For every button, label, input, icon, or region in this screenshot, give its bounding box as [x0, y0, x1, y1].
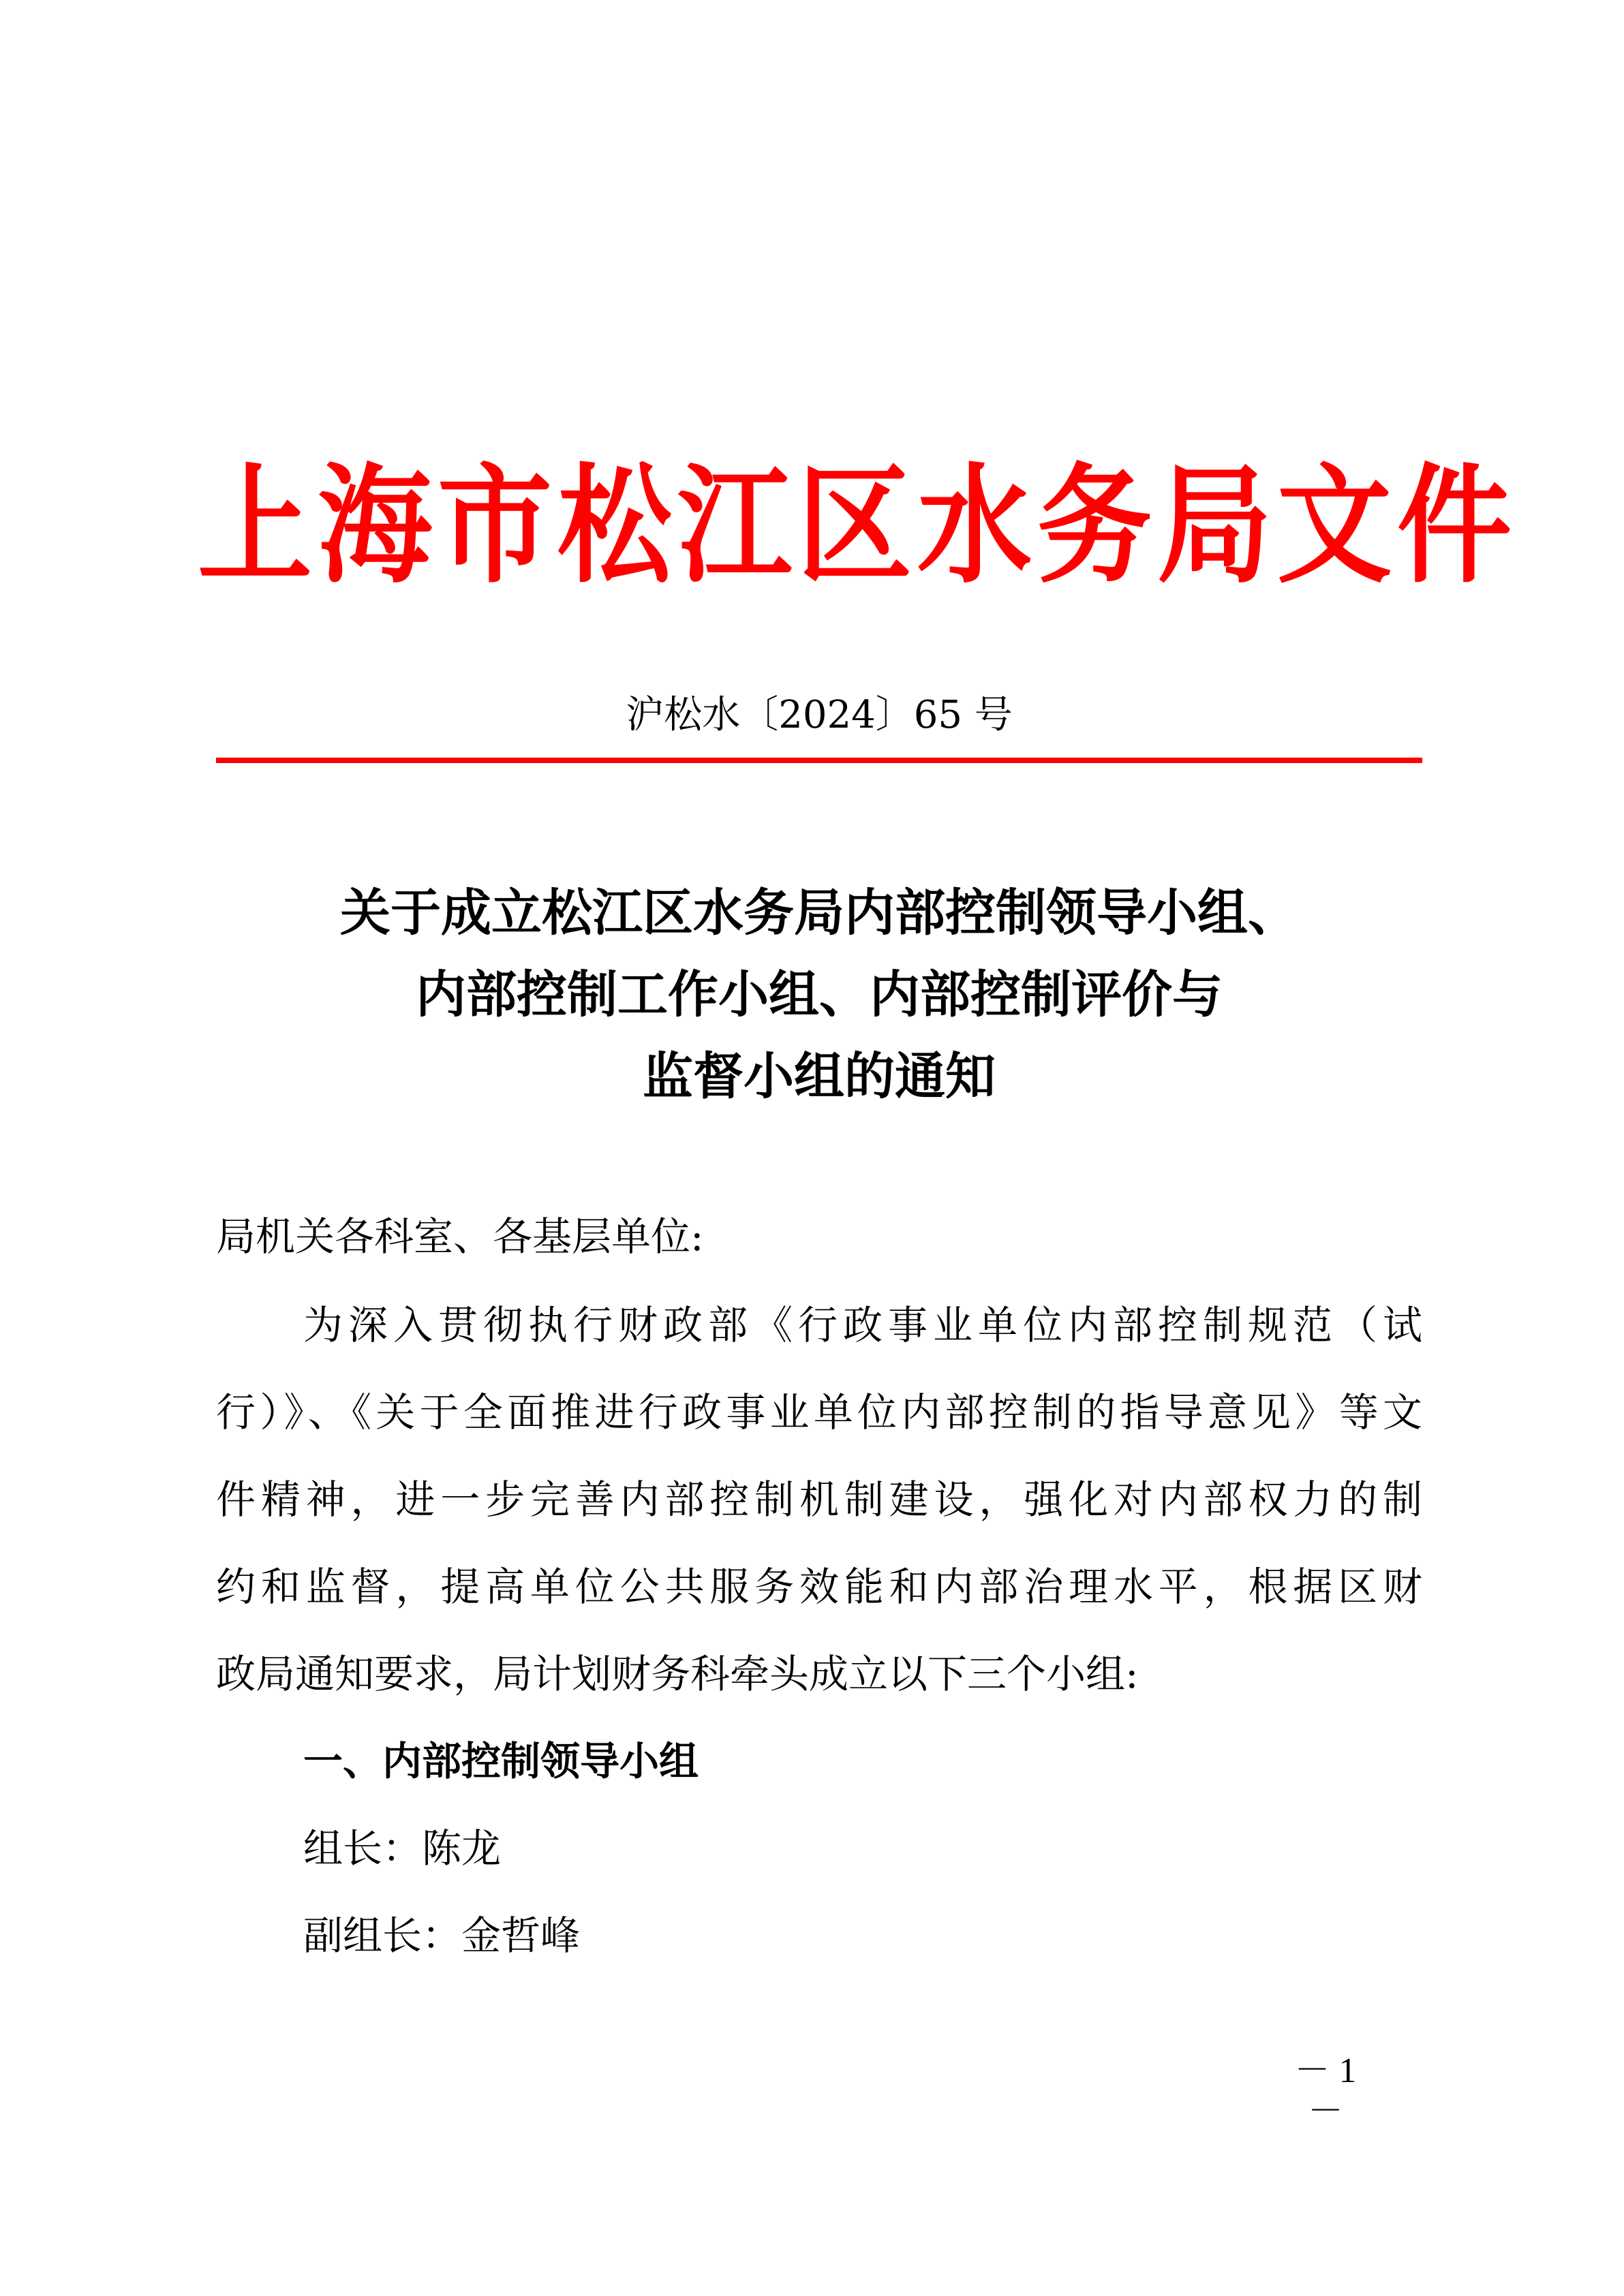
document-title-line-2: 内部控制工作小组、内部控制评价与 [416, 965, 1223, 1024]
body-paragraph-line-3: 件精神，进一步完善内部控制机制建设，强化对内部权力的制 [216, 1476, 1422, 1523]
section-heading-leadership-group: 一、内部控制领导小组 [303, 1738, 699, 1784]
document-number: 沪松水〔2024〕65 号 [626, 693, 1013, 737]
issuer-title: 上海市松江区水务局文件 [198, 449, 1517, 601]
document-title-line-1: 关于成立松江区水务局内部控制领导小组、 [340, 884, 1298, 942]
body-paragraph-line-1: 为深入贯彻执行财政部《行政事业单位内部控制规范（试 [303, 1302, 1422, 1348]
deputy-group-leader-line: 副组长：金哲峰 [303, 1912, 581, 1959]
document-title-line-3: 监督小组的通知 [643, 1047, 996, 1106]
body-paragraph-line-2: 行）》、《关于全面推进行政事业单位内部控制的指导意见》等文 [216, 1389, 1422, 1436]
group-leader-line: 组长：陈龙 [303, 1825, 502, 1872]
page-number: － 1 － [1294, 2051, 1357, 2131]
body-paragraph-line-5: 政局通知要求，局计划财务科牵头成立以下三个小组: [216, 1651, 1139, 1697]
body-paragraph-line-4: 约和监督，提高单位公共服务效能和内部治理水平，根据区财 [216, 1564, 1422, 1610]
red-divider-line [216, 758, 1422, 763]
addressee: 局机关各科室、各基层单位: [216, 1213, 704, 1260]
